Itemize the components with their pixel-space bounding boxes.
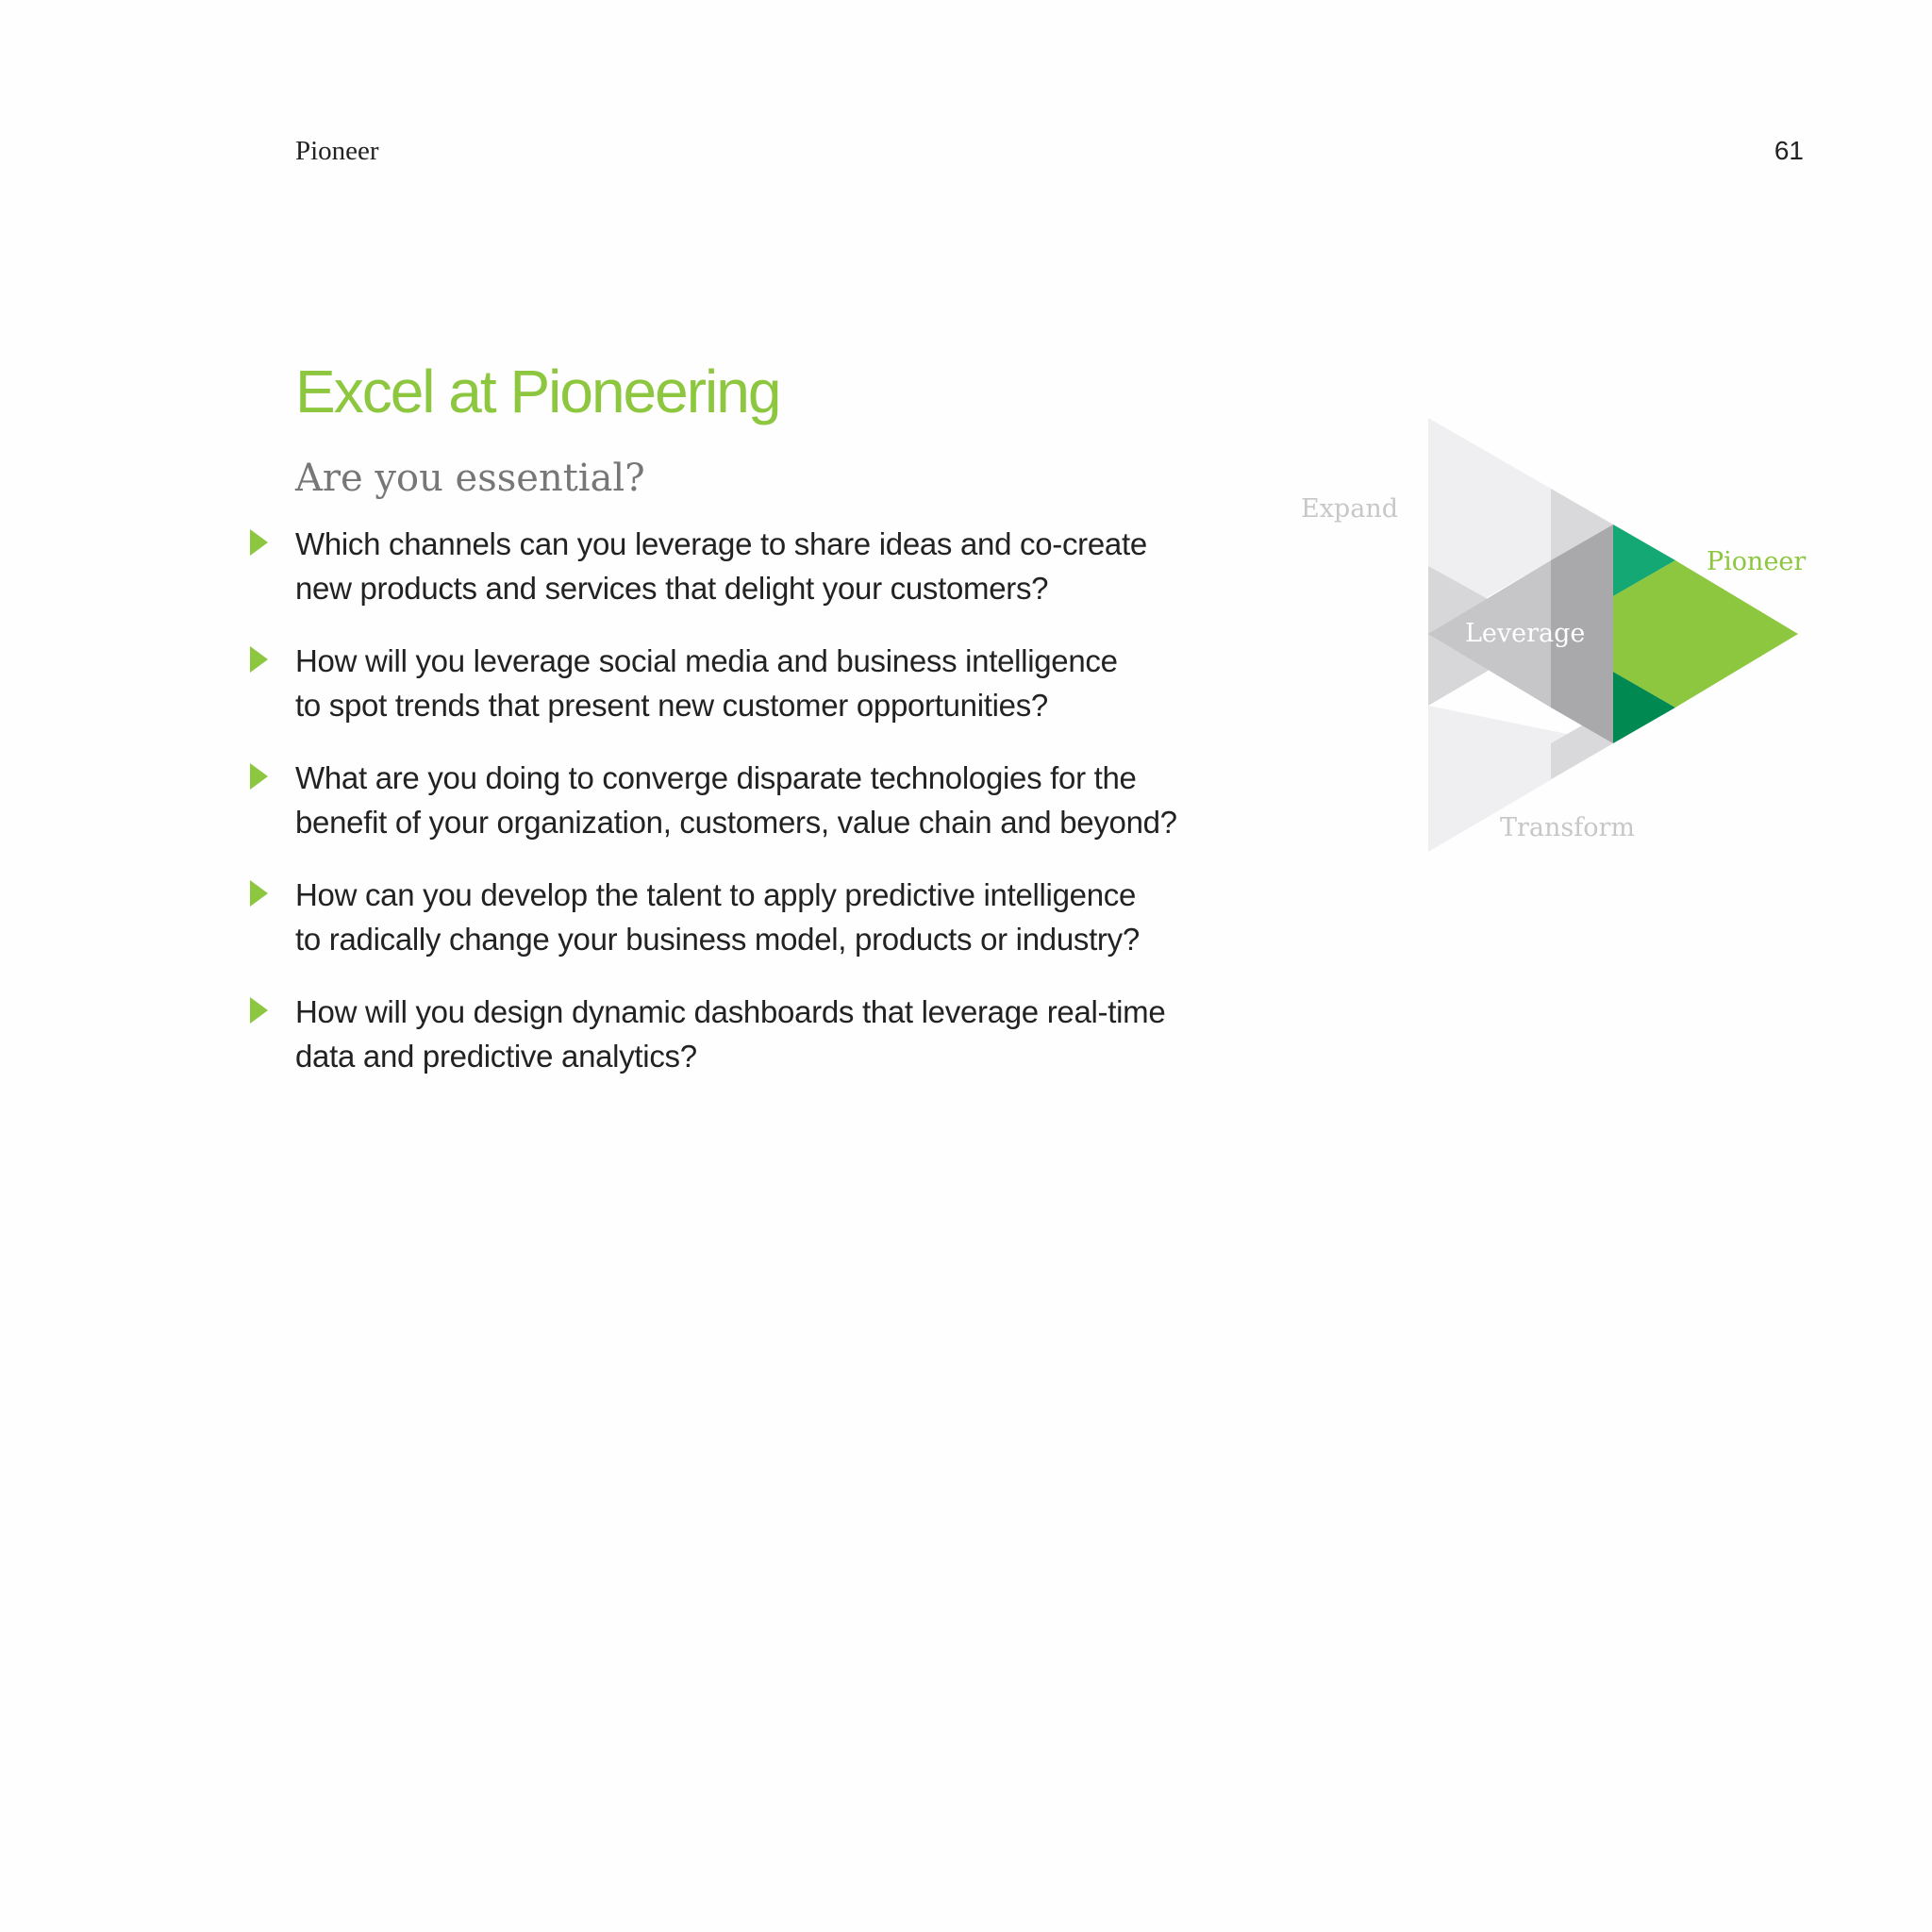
- question-text: How can you develop the talent to apply predictive intelligence to radically change your business model, products or industry?: [295, 877, 1140, 957]
- page-subtitle: Are you essential?: [295, 457, 645, 500]
- transform-label: Transform: [1500, 813, 1636, 842]
- page-title: Excel at Pioneering: [295, 358, 780, 425]
- question-text: What are you doing to converge disparate technologies for the benefit of your organization, customers, value chain and beyond?: [295, 760, 1177, 840]
- question-text: Which channels can you leverage to share ideas and co-create new products and services that delight your customers?: [295, 526, 1147, 606]
- running-head: Pioneer: [295, 136, 379, 166]
- expand-label: Expand: [1301, 494, 1398, 524]
- question-text: How will you design dynamic dashboards that leverage real-time data and predictive analytics?: [295, 994, 1166, 1074]
- pioneer-triangle: [1613, 560, 1798, 708]
- question-text: How will you leverage social media and business intelligence to spot trends that present new customer opportunities?: [295, 643, 1118, 723]
- page-number: 61: [1774, 136, 1804, 165]
- leverage-label: Leverage: [1465, 619, 1586, 648]
- pioneer-label: Pioneer: [1707, 547, 1807, 576]
